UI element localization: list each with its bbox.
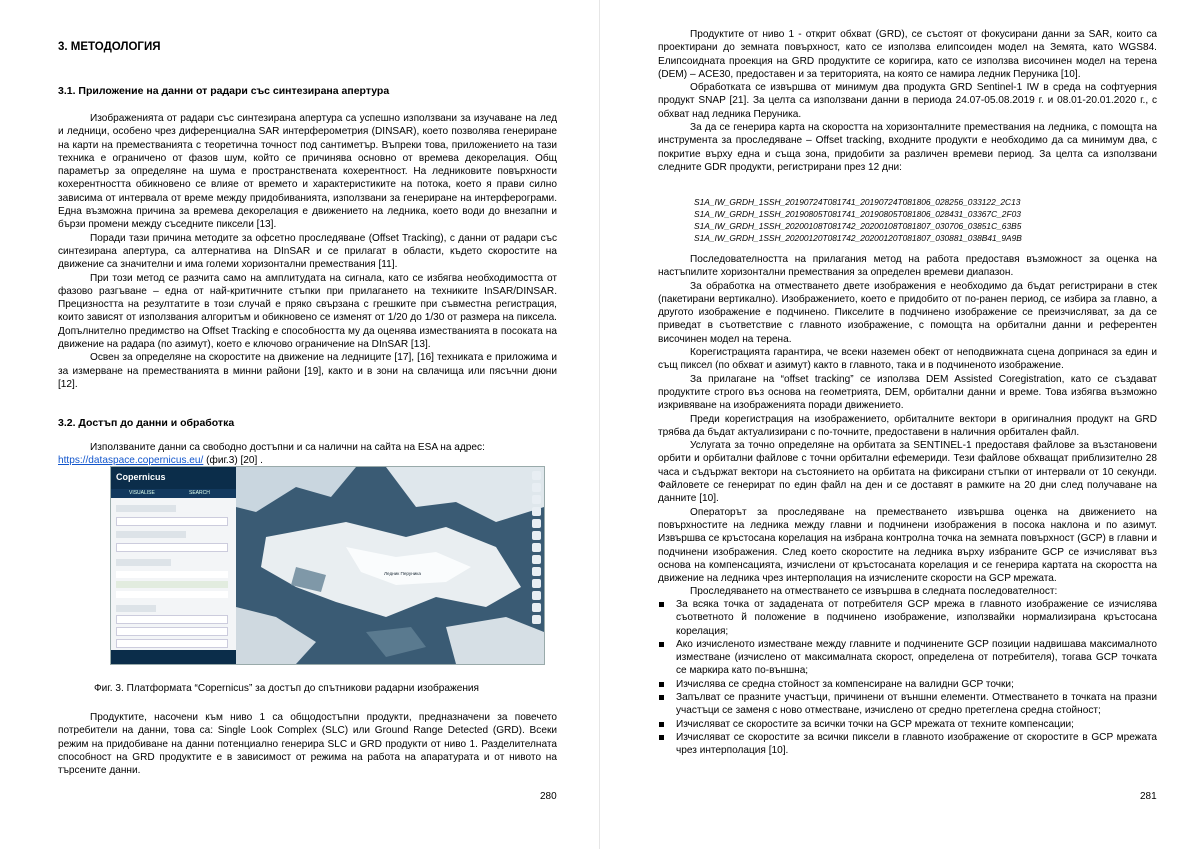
layers-icon[interactable] xyxy=(532,471,541,480)
section-heading: 3. МЕТОДОЛОГИЯ xyxy=(58,41,161,53)
product-code: S1A_IW_GRDH_1SSH_20200120T081742_20200120T081807_030881_038B41_9A9B xyxy=(694,233,1022,243)
home-icon[interactable] xyxy=(532,603,541,612)
share-icon[interactable] xyxy=(532,555,541,564)
paragraph: Изображенията от радари със синтезирана апертура са успешно използвани за изучаване на лед и ледници, особено чрез диференциална SAR интерферометрия (DINSAR), което позволява генериране на карти на преместванията с теоретична точност под сантиметър. Въпреки това, приложението на тази техника е ограничено от фазов шум, който се причинява основно от времева декорелация. Общ параметър за определяне на шума е пространствената кохерентност. На ледниковите повърхности кохерентността обикновено се влияе от времето и характеристиките на потока, което я прави силно зависима от интервала от време между придобиванията, използвани за генериране на интерферограми. Една възможна причина за времева декорелация е движението на ледника, което води до внезапни и бързи промени между съседните пиксели [13]. xyxy=(58,113,557,231)
map-glacier-label: Ледник Перуника xyxy=(384,571,421,576)
list-item: За всяка точка от зададената от потребителя GCP мрежа в главното изображение се изчислява съответното й положение в подчинено изображение, използвайки нормализирана кръстосана корелация; xyxy=(658,598,1157,638)
result-item[interactable] xyxy=(116,581,228,588)
paragraph: Операторът за проследяване на преместването извършва оценка на движението на повърхностите на ледника между главни и подчинени изображения в посока наклона и по азимут. Извършва се кръстосана корелация на избрана контролна точка на земната повърхност (GCP) в главни и подчинени изображения. След което скоростите на ледника върху избраните GCP се изчисляват въз основа на компенсацията, изчислени от кръстосаната корелация и се генерира картата на скоростта на движение на ледника чрез интерполация на изчислените скорости на GCP мрежата. xyxy=(658,506,1157,585)
list-item: Изчисляват се скоростите за всички пиксели в главното изображение от скоростите в GCP мрежата чрез интерполация [10]. xyxy=(658,731,1157,758)
search-icon[interactable] xyxy=(532,495,541,504)
list-item: Изчисляват се скоростите за всички точки на GCP мрежата от техните компенсации; xyxy=(658,718,1157,731)
zoom-in-icon[interactable] xyxy=(532,579,541,588)
right-mid-body xyxy=(658,253,1157,599)
satellite-map xyxy=(236,467,544,664)
tab-search[interactable]: SEARCH xyxy=(189,490,210,496)
processing-steps-list xyxy=(658,598,1157,758)
product-code: S1A_IW_GRDH_1SSH_20190724T081741_20190724T081806_028256_033122_2C13 xyxy=(694,197,1021,207)
page-number: 281 xyxy=(1140,791,1157,802)
filter-input[interactable] xyxy=(116,543,228,552)
sidebar-tabs xyxy=(111,489,236,498)
ruler-icon[interactable] xyxy=(532,507,541,516)
paragraph: Поради тази причина методите за офсетно проследяване (Offset Tracking), с данни от радари със синтезирана апертура, са алтернатива на DInSAR и се прилагат в области, където скоростите на движение са значителни и има големи хоризонтални премествания [11]. xyxy=(58,232,557,271)
map-imagery xyxy=(236,467,544,664)
list-item: Ако изчисленото изместване между главните и подчинените GCP позиции надвишава максималното изместване (изчислено от максималната скорост, определена от потребителя), тогава GCP точката се маркира като по-външна; xyxy=(658,638,1157,678)
list-item: Запълват се празните участъци, причинени от външни елементи. Отместването в точката на празни участъци се заменя с ново отместване, изчислено от средно претеглена средна стойност; xyxy=(658,691,1157,718)
subsection-heading-3-2: 3.2. Достъп до данни и обработка xyxy=(58,417,235,429)
download-icon[interactable] xyxy=(532,543,541,552)
filter-row[interactable] xyxy=(116,605,156,612)
settings-icon[interactable] xyxy=(532,567,541,576)
paragraph: Продуктите от ниво 1 - открит обхват (GRD), се състоят от фокусирани данни за SAR, които са проектирани до земната повърхност, като се използва елипсоиден модел на Земята, като WGS84. Елипсоидната проекция на GRD продуктите се коригира, като се използва височинен модел на терена (DEM) – ACE30, предоставен и за територията, на която се намира ледник Перуника [10]. xyxy=(658,29,1157,80)
filter-input[interactable] xyxy=(116,627,228,636)
paragraph: При този метод се разчита само на амплитудата на сигнала, като се избягва необходимостта от фазово разгъване – една от най-критичните стъпки при прилагането на техниките InSAR/DINSAR. Прецизността на резултатите в този случай е пряко свързана с грешките при съвместна регистрация, които зависят от използвания алгоритъм и обикновено се изменят от 1/20 до 1/30 от размера на пиксела. Допълнително предимство на Offset Tracking е способността му да оценява изместванията в посоката на движение на радара (по азимут), което е ключово ограничение на DInSAR [13]. xyxy=(58,272,557,351)
product-code-list xyxy=(694,196,1022,244)
fullscreen-icon[interactable] xyxy=(532,615,541,624)
filter-input[interactable] xyxy=(116,639,228,648)
zoom-out-icon[interactable] xyxy=(532,591,541,600)
figure-caption: Фиг. 3. Платформата “Copernicus” за достъп до спътникови радарни изображения xyxy=(94,683,480,694)
copernicus-logo: Copernicus xyxy=(116,472,166,482)
sidebar-footer xyxy=(111,650,236,664)
filter-input[interactable] xyxy=(116,615,228,624)
subsection-3-1-body xyxy=(58,112,557,391)
filter-row[interactable] xyxy=(116,559,171,566)
paragraph: Последователността на прилагания метод на работа предоставя възможност за оценка на настъпилите хоризонтални премествания за определен времеви диапазон. xyxy=(658,254,1157,279)
result-item[interactable] xyxy=(116,591,228,598)
paragraph: Корегистрацията гарантира, че всеки наземен обект от неподвижната сцена допринася за един и същ пиксел (по обхват и азимут) както в главното, така и в подчиненото изображение. xyxy=(658,347,1157,372)
right-top-body xyxy=(658,28,1157,174)
paragraph: Преди корегистрация на изображението, орбиталните вектори в оригиналния продукт на GRD трябва да бъдат актуализирани с по-точните, предоставени в наличния орбитален файл. xyxy=(658,413,1157,438)
list-item: Изчислява се средна стойност за компенсиране на валидни GCP точки; xyxy=(658,678,1157,691)
sidebar-header xyxy=(111,467,236,489)
paragraph: Проследяването на отместването се извършва в следната последователност: xyxy=(690,586,1058,598)
product-code: S1A_IW_GRDH_1SSH_20190805T081741_20190805T081806_028431_03367C_2F03 xyxy=(694,209,1021,219)
filter-row[interactable] xyxy=(116,531,186,538)
filter-input[interactable] xyxy=(116,517,228,526)
paragraph: За обработка на отместването двете изображения е необходимо да бъдат регистрирани в стек (пакетирани вертикално). Изображението, което е придобито от по-ранен период, се избира за главно, а другото изображение е подчинено. Пикселите в подчинено изображение се преизчисляват, за да се приведат в съответствие с главното изображение, с помощта на орбитални данни и референтен височинен модел на терена. xyxy=(658,280,1157,345)
subsection-3-2-body xyxy=(58,711,557,777)
paragraph: За прилагане на “offset tracking” се използва DEM Assisted Coregistration, като се създават продуктите строго въз основа на геометрията, DEM, орбитални данни и време. Това избягва възможно изкривяване на изображенията поради движението. xyxy=(658,373,1157,412)
subsection-heading-3-1: 3.1. Приложение на данни от радари със синтезирана апертура xyxy=(58,85,390,97)
draw-icon[interactable] xyxy=(532,519,541,528)
link-suffix: (фиг.3) [20] . xyxy=(203,455,263,467)
paragraph: Продуктите, насочени към ниво 1 са общодостъпни продукти, предназначени за повечето потребители на данни, това са: Single Look Complex (SLC) или Ground Range Detected (GRD). Всеки режим на придобиване на данни потенциално генерира SLC и GRD продукти от ниво 1. Разделителната способност на GRD продуктите е в зависимост от режима на работа на апаратурата и от нивото на търсените данни. xyxy=(58,712,557,777)
measure-icon[interactable] xyxy=(532,531,541,540)
tab-visualise[interactable]: VISUALISE xyxy=(129,490,155,496)
intro-text: Използваните данни са свободно достъпни и са налични на сайта на ESA на адрес: xyxy=(90,442,485,453)
filter-row[interactable] xyxy=(116,505,176,512)
subsection-3-2-intro xyxy=(58,441,557,468)
paragraph: Обработката се извършва от минимум два продукта GRD Sentinel-1 IW в среда на софтуерния продукт SNAP [21]. За целта са използвани данни в периода 24.07-05.08.2019 г. и 08.01-20.01.2020 г., с обхват над ледника Перуника. xyxy=(658,82,1157,120)
result-item[interactable] xyxy=(116,571,228,578)
product-code: S1A_IW_GRDH_1SSH_20200108T081742_20200108T081807_030706_03851C_63B5 xyxy=(694,221,1022,231)
search-sidebar xyxy=(111,467,236,664)
copernicus-link[interactable]: https://dataspace.copernicus.eu/ xyxy=(58,455,204,467)
locate-icon[interactable] xyxy=(532,483,541,492)
paragraph: Освен за определяне на скоростите на движение на ледниците [17], [16] техниката е приложима и за измерване на преместванията в минни райони [19], както и в зони на свлачища или пясъчни дюни [12]. xyxy=(58,352,557,390)
paragraph: Услугата за точно определяне на орбитата за SENTINEL-1 предоставя файлове за възстановени орбити и орбитални файлове с точни орбитални ефемериди. Тези файлове обхващат приблизително 28 часа и съдържат вектори на състоянието на орбитата на фиксирани стъпки от интервали от 10 секунди. Файловете се генерират по един файл на ден и се доставят в рамките на 20 дни след получаване на данните [10]. xyxy=(658,440,1157,505)
copernicus-screenshot-figure xyxy=(110,466,545,665)
page-number: 280 xyxy=(540,791,557,802)
paragraph: За да се генерира карта на скоростта на хоризонталните премествания на ледника, с помощта на инструмента за проследяване – Offset tracking, входните продукти е необходимо да са минимум два, с покритие върху една и съща зона, придобити за различен времеви период. За целта са използвани следните GDR продукти, регистрирани през 12 дни: xyxy=(658,122,1157,173)
